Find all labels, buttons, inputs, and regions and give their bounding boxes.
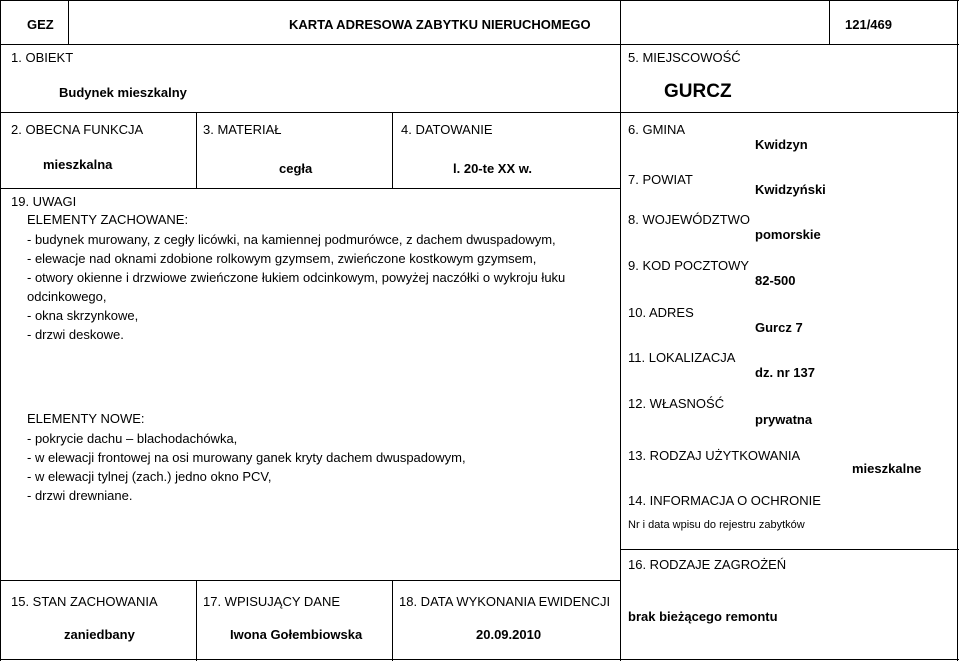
divider-funkcja	[0, 188, 620, 189]
uwagi-label: 19. UWAGI	[11, 194, 77, 209]
kod-label: 9. KOD POCZTOWY	[628, 258, 750, 273]
powiat-label: 7. POWIAT	[628, 172, 693, 187]
nowe-text: - pokrycie dachu – blachodachówka, - w elewacji frontowej na osi murowany ganek kryty dachem dwuspadowym, - w elewacji tylnej (zach.) jedno okno PCV, - drzwi drewniane.	[27, 431, 466, 503]
divider-wpisujacy-data	[392, 580, 393, 661]
gmina-label: 6. GMINA	[628, 122, 686, 137]
gmina-value: Kwidzyn	[755, 137, 808, 152]
miejscowosc-label: 5. MIEJSCOWOŚĆ	[628, 50, 741, 65]
divider-miejscowosc	[620, 112, 959, 113]
miejscowosc-value: GURCZ	[664, 81, 732, 102]
material-value: cegła	[279, 161, 313, 176]
kod-value: 82-500	[755, 273, 796, 288]
nowe-title: ELEMENTY NOWE:	[27, 411, 145, 426]
page-title: KARTA ADRESOWA ZABYTKU NIERUCHOMEGO	[289, 17, 591, 32]
obiekt-value: Budynek mieszkalny	[59, 85, 187, 100]
divider-main-right	[620, 0, 621, 661]
zagrozenia-label: 16. RODZAJE ZAGROŻEŃ	[628, 557, 787, 572]
wojewodztwo-value: pomorskie	[755, 227, 821, 242]
data-wykonania-value: 20.09.2010	[476, 627, 542, 642]
divider-funkcja-material	[196, 112, 197, 188]
divider-header-2	[829, 0, 830, 44]
zachowane-text: - budynek murowany, z cegły licówki, na kamiennej podmurówce, z dachem dwuspadowym, - elewacje nad oknami zdobione rolkowym gzymsem, zwieńczone kostkowym gzymsem, - otwory okienne i drzwiowe zwieńczone łukiem odcinkowym, powyżej naczółki o wykroju łuku odcinkowego, - okna skrzynkowe, - drzwi deskowe.	[27, 232, 566, 342]
adres-label: 10. ADRES	[628, 305, 694, 320]
divider-obiekt	[0, 112, 620, 113]
border-left	[0, 0, 1, 661]
lokalizacja-value: dz. nr 137	[755, 365, 815, 380]
ochrona-label: 14. INFORMACJA O OCHRONIE	[628, 493, 821, 508]
adres-value: Gurcz 7	[755, 320, 803, 335]
card-number: 121/469	[845, 17, 892, 32]
divider-ochrona	[620, 549, 959, 550]
data-wykonania-label: 18. DATA WYKONANIA EWIDENCJI	[399, 594, 611, 609]
uzytkowanie-label: 13. RODZAJ UŻYTKOWANIA	[628, 448, 801, 463]
lokalizacja-label: 11. LOKALIZACJA	[628, 350, 736, 365]
wlasnosc-value: prywatna	[755, 412, 813, 427]
border-right	[957, 0, 958, 661]
wpisujacy-value: Iwona Gołembiowska	[230, 627, 363, 642]
divider-stan-wpisujacy	[196, 580, 197, 661]
divider-uwagi	[0, 580, 620, 581]
wpisujacy-label: 17. WPISUJĄCY DANE	[203, 594, 341, 609]
powiat-value: Kwidzyński	[755, 182, 826, 197]
border-bottom	[0, 659, 959, 660]
stan-label: 15. STAN ZACHOWANIA	[11, 594, 158, 609]
funkcja-label: 2. OBECNA FUNKCJA	[11, 122, 144, 137]
zachowane-title: ELEMENTY ZACHOWANE:	[27, 212, 189, 227]
ochrona-value: Nr i data wpisu do rejestru zabytków	[628, 519, 805, 531]
header-code: GEZ	[27, 17, 54, 32]
datowanie-label: 4. DATOWANIE	[401, 122, 493, 137]
datowanie-value: l. 20-te XX w.	[453, 161, 532, 176]
material-label: 3. MATERIAŁ	[203, 122, 282, 137]
wojewodztwo-label: 8. WOJEWÓDZTWO	[628, 212, 751, 227]
wlasnosc-label: 12. WŁASNOŚĆ	[628, 396, 725, 411]
divider-header-1	[68, 0, 69, 44]
divider-material-datowanie	[392, 112, 393, 188]
uzytkowanie-value: mieszkalne	[852, 461, 922, 476]
obiekt-label: 1. OBIEKT	[11, 50, 74, 65]
divider-header	[0, 44, 959, 45]
funkcja-value: mieszkalna	[43, 157, 113, 172]
stan-value: zaniedbany	[64, 627, 135, 642]
zagrozenia-value: brak bieżącego remontu	[628, 609, 778, 624]
border-top	[0, 0, 959, 1]
